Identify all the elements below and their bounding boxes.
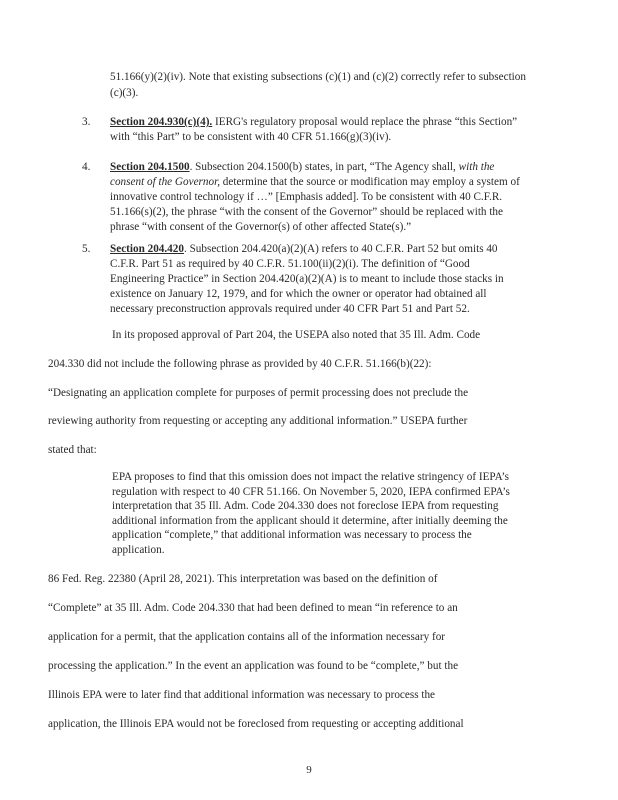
list-item-text — [110, 242, 526, 317]
list-number: 5. — [82, 243, 91, 255]
list-item-body: IERG's regulatory proposal would replace the phrase “this Section” with “this Part” to be consistent with 40 CFR 51.166(g)(3)(iv). — [110, 116, 518, 143]
paragraph-line: stated that: — [48, 444, 97, 456]
section-heading: Section 204.930(c)(4). — [110, 116, 213, 128]
paragraph-line: application for a permit, that the application contains all of the information necessary for — [48, 631, 446, 643]
list-item-text — [110, 115, 526, 145]
paragraph-line: In its proposed approval of Part 204, the USEPA also noted that 35 Ill. Adm. Code — [112, 329, 481, 341]
list-item-body-cont: determine that the source or modification may employ a system of innovative control technology if …” [Emphasis added]. To be consistent with 40 C.F.R. 51.166(s)(2), the phrase “with the consent of the Governor” should be replaced with the phrase “with consent of the Governor(s) of other affected State(s).” — [110, 176, 520, 233]
list-item-body: . Subsection 204.420(a)(2)(A) refers to 40 C.F.R. Part 52 but omits 40 C.F.R. Part 51 as required by 40 C.F.R. 51.100(ii)(2)(i). The definition of “Good Engineering Practice” in Section 204.420(a)(2)(A) is to meant to include those stacks in existence on January 12, 1979, and for which the owner or operator had obtained all necessary preconstruction approvals required under 40 CFR Part 51 and Part 52. — [110, 243, 504, 315]
section-heading: Section 204.420 — [110, 243, 184, 255]
list-item-text — [110, 160, 526, 235]
paragraph-line: reviewing authority from requesting or accepting any additional information.” USEPA further — [48, 415, 468, 427]
continuation-text: 51.166(y)(2)(iv). Note that existing subsections (c)(1) and (c)(2) correctly refer to subsection (c)(3). — [110, 71, 526, 99]
paragraph-line: “Designating an application complete for purposes of permit processing does not preclude the — [48, 387, 469, 399]
list-item-body: . Subsection 204.1500(b) states, in part, “The Agency shall, — [189, 161, 459, 173]
paragraph-line: processing the application.” In the event an application was found to be “complete,” but the — [48, 660, 459, 672]
paragraph-line: Illinois EPA were to later find that additional information was necessary to process the — [48, 689, 436, 701]
list-number: 4. — [82, 161, 91, 173]
paragraph-line: “Complete” at 35 Ill. Adm. Code 204.330 that had been defined to mean “in reference to an — [48, 602, 458, 614]
list-number: 3. — [82, 116, 91, 128]
block-quote: EPA proposes to find that this omission does not impact the relative stringency of IEPA’s regulation with respect to 40 CFR 51.166. On November 5, 2020, IEPA confirmed EPA’s interpretation that 35 Ill. Adm. Code 204.330 does not foreclose IEPA from requesting additional information from the applicant should it determine, after initially deeming the application “complete,” that additional information was necessary to process the application. — [112, 471, 510, 556]
section-heading: Section 204.1500 — [110, 161, 190, 173]
paragraph-line: application, the Illinois EPA would not be foreclosed from requesting or accepting additional — [48, 718, 464, 730]
paragraph-line: 204.330 did not include the following phrase as provided by 40 C.F.R. 51.166(b)(22): — [48, 358, 432, 370]
paragraph-line: 86 Fed. Reg. 22380 (April 28, 2021). This interpretation was based on the definition of — [48, 573, 438, 585]
emphasis-text: with the consent of the Governor, — [110, 161, 495, 188]
page-number: 9 — [306, 764, 312, 776]
